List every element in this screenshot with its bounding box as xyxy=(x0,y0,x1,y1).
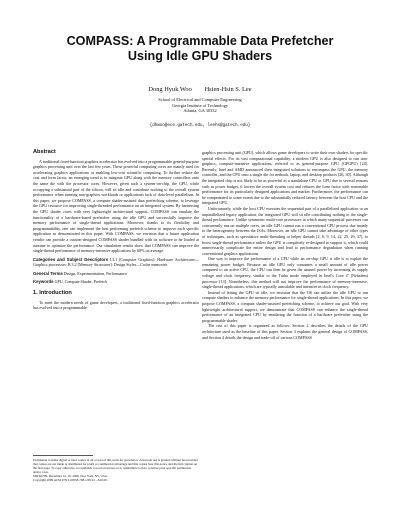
abstract-text: A traditional fixed-function graphics accelerator has evolved into a programmable general-purpose graphics processing unit over the last few years. These powerful computing cores are mainly used for accelerating graphics applications or enabling low-cost scientific computing. To further reduce the cost and form factor, an emerging trend is to integrate GPU along with the memory controllers onto the same die with the processor cores. However, given such a system-on-chip, the GPU, while occupying a substantial part of the silicon, will sit idle and contribute nothing to the overall system performance when running non-graphics workloads or applications lack of data-level parallelism. In this paper, we propose COMPASS, a compute shader-assisted data prefetching scheme, to leverage the GPU resource for improving single-threaded performance on an integrated system. By harnessing the GPU shader cores with very lightweight architectural support, COMPASS can emulate the functionality of a hardware-based prefetcher using the idle GPU and successfully improve the memory performance of single-thread applications. Moreover, thanks to its flexibility and programmability, one can implement the best performing prefetch scheme to improve each specific application as demonstrated in this paper. With COMPASS, we envision that a future application vendor can provide a custom-designed COMPASS shader bundled with its software to be loaded at runtime to optimize the performance. Our simulation results show that COMPASS can improve the single-thread performance of memory-intensive applications by 68% on average. xyxy=(33,158,200,254)
copyright-footnote xyxy=(33,458,199,483)
categories xyxy=(33,257,199,268)
intro-heading: 1. Introduction xyxy=(33,290,72,297)
body-paragraph-4: Instead of letting the GPU sit idle, we envision that the OS can utilize the idle GPU to run compute shaders to enhance the memory performance for single-thread applications. In this paper, we propose COMPASS, a compute shader-assisted prefetching scheme, to achieve our goal. With very lightweight architectural support, we demonstrate that COMPASS can enhance the single-thread performance of an integrated CPU by emulating the function of a hardware prefetcher using the programmable shader. xyxy=(202,289,368,323)
body-paragraph-1: graphics processing unit (GPU), which allows game developers to write their own shaders for specific special effects. For its vast computational capability, a modern GPU is also designed to run non-graphics, compute-intensive applications, referred to as general-purpose GPU (GPGPU) [24]. Recently, Intel and AMD announced their integrated solutions to encompass the GPU, the memory controller, and the CPU onto a single die for netbook, laptop, and desktop products [26, 30]. Although the integrated chip is not likely to be as powerful as a standalone CPU or GPU due to several reasons such as power budget, it lowers the overall system cost and reduces the form factor with reasonable performance for its particularly designed applications and market. Furthermore, the performance can be compensated to some extent due to the substantially reduced latency between the host CPU and the integrated GPU. xyxy=(202,150,368,206)
permission-text: Permission to make digital or hard copies of all or part of this work for personal or classroom use is granted without fee provided that copies are not made or distributed for profit or commercial advantage and that copies bear this notice and the full citation on the first page. To copy otherwise, to republish, to post on servers or to redistribute to lists, requires prior specific permission and/or a fee. xyxy=(33,458,198,475)
affiliation-line-3: Atlanta, GA 30332 xyxy=(183,108,217,114)
title-line-1: COMPASS: A Programmable Data Prefetcher xyxy=(66,34,334,48)
right-column xyxy=(202,150,368,340)
footnote-divider xyxy=(33,455,93,456)
paper-title xyxy=(0,34,400,64)
affiliation-line-1: School of Electrical and Computer Engineering xyxy=(158,97,242,102)
intro-text: To meet the modern needs of game developers, a traditional fixed-function graphics accelerator has evolved into a programmable xyxy=(33,299,199,311)
copyright-text: Copyright 2009 ACM 978-1-60558-798-1/09/12 ...$10.00. xyxy=(33,478,108,483)
title-line-2: Using Idle GPU Shaders xyxy=(127,49,273,63)
abstract-heading: Abstract xyxy=(33,149,56,155)
general-terms xyxy=(33,271,199,277)
body-paragraph-5: The rest of this paper is organized as follows: Section 2 describes the details of the GPU architecture used as the baseline of this paper. Section 3 explains the general design of COMPASS, and Section 4 details the design and trade-off of various COMPASS xyxy=(202,323,368,340)
author-emails: {dhwoo@ece.gatech.edu, leehs@gatech.edu} xyxy=(149,124,251,128)
general-terms-text: Design, Experimentation, Performance xyxy=(63,270,127,276)
authors: Dong Hyuk Woo Hsien-Hsin S. Lee xyxy=(148,86,252,93)
general-terms-label: General Terms xyxy=(33,270,63,276)
body-paragraph-2: Unfortunately, while the host CPU executes the sequential part of a parallelized application or an unparallelized legacy application, the integrated GPU will sit idle contributing nothing to the single-thread performance. Unlike symmetric multi-core processors in which many sequential processes can concurrently run on multiple cores, an idle GPU cannot run a conventional CPU process due mainly to the heterogeneity between the ISAs. Moreover, an idle GPU cannot take advantage of other types of techniques, such as speculative multi-threading or helper threads [2, 6, 9, 14, 22, 25, 29, 37], to boost single-thread performance unless the GPU is completely re-designed to support it, which could unnecessarily complicate the entire design and lead to performance degradation when running conventional graphics applications. xyxy=(202,205,368,256)
categories-text: I.3.1 [Computer Graphics]: Hardware Architecture—Graphics processors; B.3.2 [Memory Structures]: Design Styles—Cache memories xyxy=(33,256,199,268)
keywords xyxy=(33,279,199,285)
body-paragraph-3: One way to improve the performance of a CPU while an on-chip GPU is idle is to exploit the remaining power budget. Because an idle GPU only consumes a small amount of idle power compared to an active CPU, the CPU can then be given the unused power by increasing its supply voltage and clock frequency, similar to the Turbo mode employed in Intel's Core i7 (Nehalem) processor [13]. Nonetheless, this method will not improve the performance of memory-intensive, single-thread applications, which are typically unscalable and intensive in clock frequency. xyxy=(202,256,368,290)
affiliation xyxy=(0,97,400,114)
categories-label: Categories and Subject Descriptors xyxy=(33,256,109,262)
keywords-label: Keywords xyxy=(33,279,54,285)
venue-text: MICRO'09, December 12–16, 2009, New York, NY, USA. xyxy=(33,474,108,479)
affiliation-line-2: Georgia Institute of Technology xyxy=(172,102,228,108)
left-column xyxy=(33,150,199,311)
keywords-text: GPU, Compute Shader, Prefetch xyxy=(54,279,108,285)
